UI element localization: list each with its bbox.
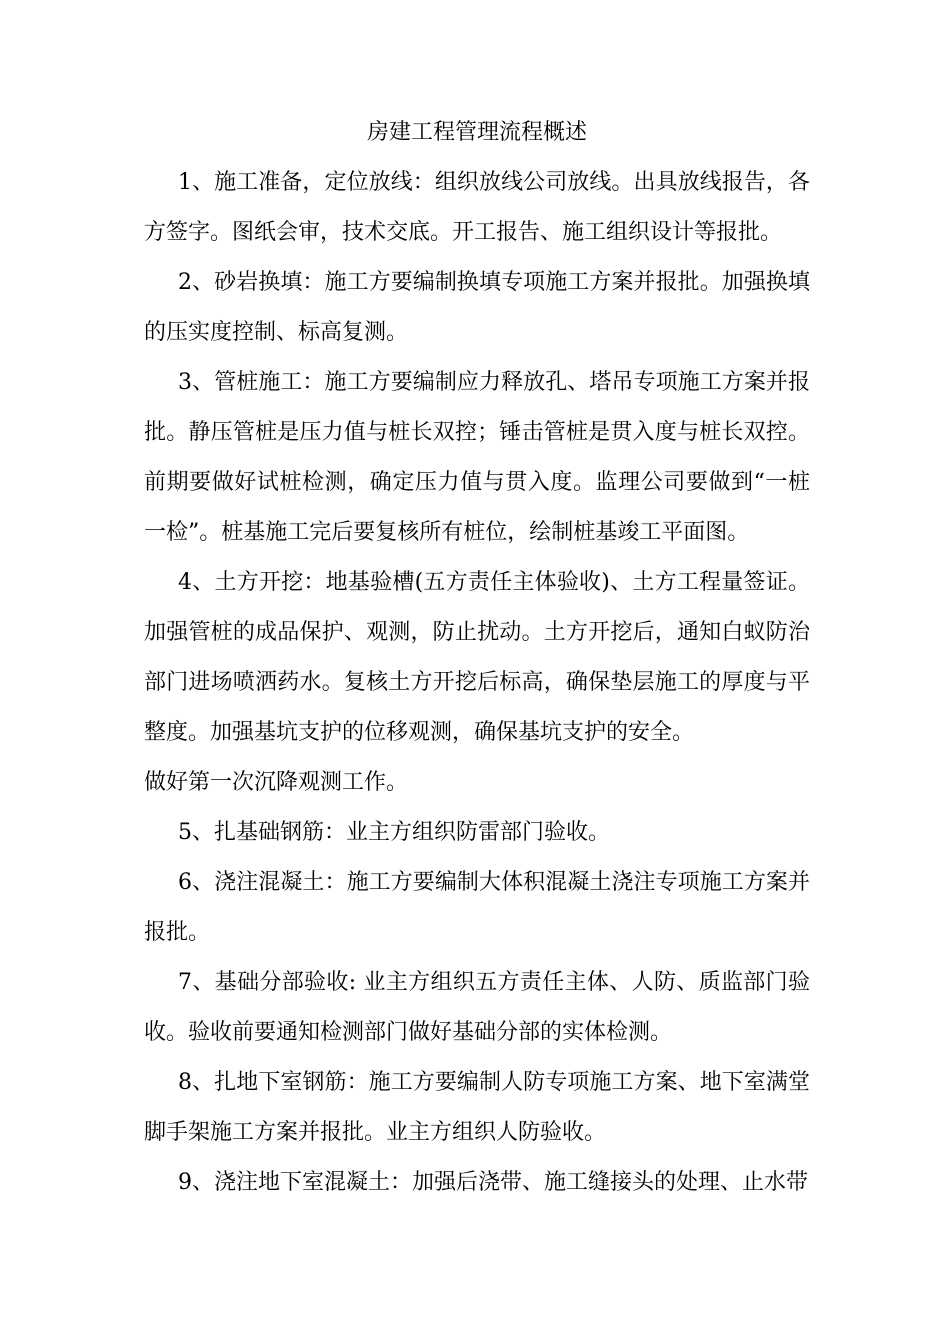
paragraph-4: 4、土方开挖：地基验槽(五方责任主体验收)、土方工程量签证。加强管桩的成品保护、观测，防止扰动。土方开挖后，通知白蚁防治部门进场喷洒药水。复核土方开挖后标高，确保垫层施工的厚度与平整度。加强基坑支护的位移观测，确保基坑支护的安全。: [144, 570, 810, 745]
paragraph-8: 8、扎地下室钢筋：施工方要编制人防专项施工方案、地下室满堂脚手架施工方案并报批。业主方组织人防验收。: [144, 1070, 810, 1145]
paragraph-1: 1、施工准备，定位放线：组织放线公司放线。出具放线报告，各方签字。图纸会审，技术交底。开工报告、施工组织设计等报批。: [144, 170, 810, 245]
document-page: [144, 108, 810, 1208]
paragraph-4-continued: 做好第一次沉降观测工作。: [144, 770, 409, 795]
paragraph-5: 5、扎基础钢筋：业主方组织防雷部门验收。: [178, 820, 610, 845]
paragraph-7: 7、基础分部验收: 业主方组织五方责任主体、人防、质监部门验收。验收前要通知检测部门做好基础分部的实体检测。: [144, 970, 810, 1045]
paragraph-3: 3、管桩施工：施工方要编制应力释放孔、塔吊专项施工方案并报批。静压管桩是压力值与桩长双控；锤击管桩是贯入度与桩长双控。前期要做好试桩检测，确定压力值与贯入度。监理公司要做到“一桩一检”。桩基施工完后要复核所有桩位，绘制桩基竣工平面图。: [144, 370, 810, 545]
document-title: 房建工程管理流程概述: [366, 120, 587, 145]
paragraph-9: 9、浇注地下室混凝土：加强后浇带、施工缝接头的处理、止水带: [178, 1170, 808, 1195]
paragraph-2: 2、砂岩换填：施工方要编制换填专项施工方案并报批。加强换填的压实度控制、标高复测。: [144, 270, 810, 345]
paragraph-6: 6、浇注混凝土：施工方要编制大体积混凝土浇注专项施工方案并报批。: [144, 870, 810, 945]
